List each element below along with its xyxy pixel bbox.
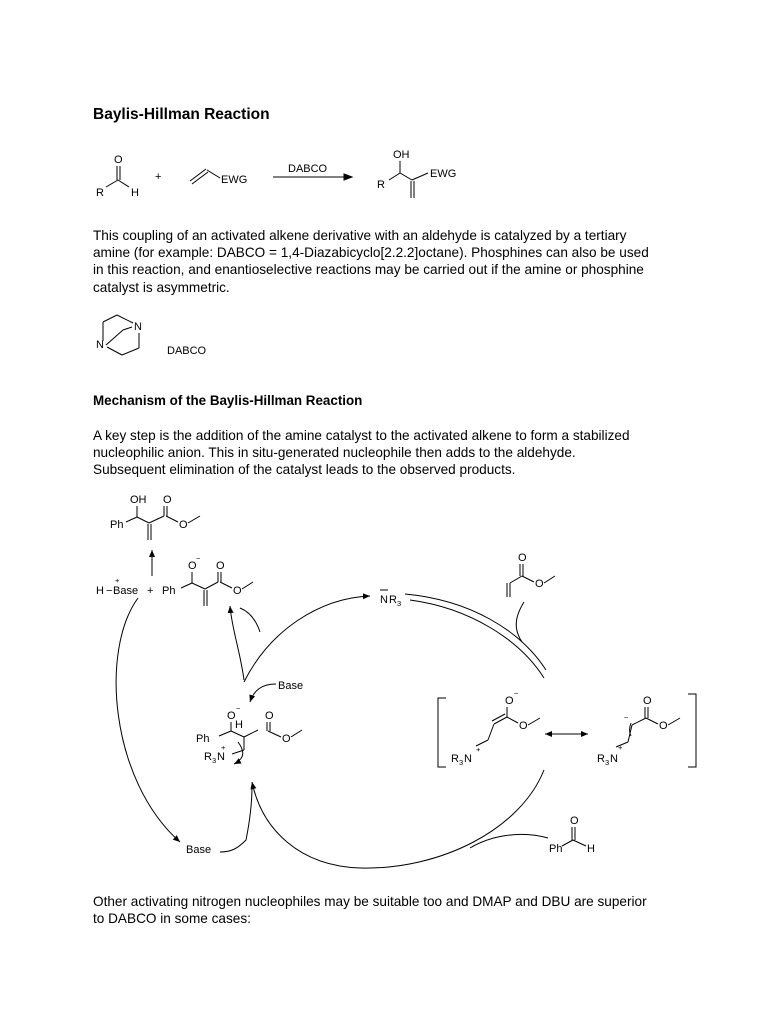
carbanion-ester-o: O: [659, 720, 668, 732]
plus-sign: +: [155, 171, 162, 183]
alkoxide-minus: −: [196, 554, 201, 563]
alkoxide-o-label: O: [188, 560, 197, 572]
zw-n-label: N: [217, 751, 225, 763]
intro-line: This coupling of an activated alkene derivative with an aldehyde is catalyzed by a tertiary: [93, 228, 627, 243]
zw-o-label: O: [227, 710, 236, 722]
zw-r-label: R: [204, 751, 212, 763]
final-ester-o-label: O: [179, 519, 188, 531]
base-attack-arrow: [250, 684, 276, 702]
dabco-n-right: N: [134, 321, 142, 333]
enolate-sub: 3: [459, 758, 464, 767]
intro-line: catalyst is asymmetric.: [93, 279, 230, 295]
base-label-bottom: Base: [186, 844, 212, 856]
final-o-label: O: [163, 494, 172, 506]
hbase-base: Base: [113, 585, 139, 597]
product-r-label: R: [377, 179, 385, 191]
alkoxide-carbonyl-o: O: [216, 560, 225, 572]
overall-reaction-scheme: [0, 0, 768, 230]
benzaldehyde-structure: [549, 815, 595, 855]
final-oh-label: OH: [130, 494, 147, 506]
mechanism-line: A key step is the addition of the amine catalyst to the activated alkene to form a stabilized: [93, 428, 630, 443]
nr3-sub: 3: [397, 599, 402, 608]
zw-h-label: H: [235, 719, 243, 731]
enolate-o-label: O: [505, 695, 514, 707]
aldehyde-o-label: O: [114, 154, 123, 166]
mechanism-line: nucleophilic anion. This in situ-generated nucleophile then adds to the aldehyde.: [93, 445, 576, 461]
catalytic-cycle-diagram: [0, 480, 768, 880]
acrylate-structure: [507, 552, 555, 597]
hbase-plus: +: [115, 576, 120, 585]
intro-line: amine (for example: DABCO = 1,4-Diazabicyclo[2.2.2]octane). Phosphines can also be used: [93, 245, 649, 261]
closing-paragraph: [93, 893, 693, 927]
alkene-structure: [190, 169, 247, 186]
zw-minus: −: [236, 704, 241, 713]
enolate-plus: +: [476, 745, 481, 754]
intro-line: in this reaction, and enantioselective reactions may be carried out if the amine or phosphine: [93, 262, 644, 278]
protonated-base-label: [96, 576, 153, 597]
alkoxide-ester-o: O: [233, 585, 242, 597]
product-ewg-label: EWG: [430, 168, 457, 180]
alkoxide-ph-label: Ph: [162, 585, 176, 597]
acrylate-ester-o: O: [535, 578, 544, 590]
closing-line: Other activating nitrogen nucleophiles may be suitable too and DMAP and DBU are superior: [93, 894, 647, 909]
carbanion-o-label: O: [643, 695, 652, 707]
product-oh-label: OH: [393, 149, 410, 161]
mechanism-heading: Mechanism of the Baylis-Hillman Reaction: [93, 393, 363, 408]
enolate-minus: −: [514, 689, 519, 698]
benzaldehyde-o-label: O: [570, 815, 579, 827]
closing-line: to DABCO in some cases:: [93, 911, 251, 927]
nr3-r: R: [389, 594, 397, 606]
aldehyde-h-label: H: [131, 187, 139, 199]
nr3-n: N: [380, 594, 388, 606]
zw-sub: 3: [212, 756, 217, 765]
page-title: Baylis-Hillman Reaction: [93, 106, 270, 123]
dabco-n-left: N: [96, 339, 104, 351]
benzaldehyde-h-label: H: [587, 843, 595, 855]
enolate-n-label: N: [464, 753, 472, 765]
zw-ph-label: Ph: [196, 733, 210, 745]
reaction-arrow: [273, 163, 352, 180]
zw-ester-o: O: [282, 733, 291, 745]
zwitterion-intermediate-structure: [196, 680, 303, 765]
zw-base-label: Base: [278, 680, 304, 692]
hbase-h: H: [96, 585, 104, 597]
intro-paragraph: [93, 227, 693, 296]
mechanism-line: Subsequent elimination of the catalyst leads to the observed products.: [93, 462, 516, 478]
final-product-structure: [110, 494, 200, 540]
zw-plus: +: [221, 743, 226, 752]
cycle-arrows: [116, 594, 548, 868]
aldehyde-structure: [96, 154, 139, 199]
enolate-ester-o: O: [519, 720, 528, 732]
carbanion-r-label: R: [597, 753, 605, 765]
carbanion-sub: 3: [605, 758, 610, 767]
carbanion-minus: −: [624, 713, 629, 722]
benzaldehyde-ph-label: Ph: [549, 843, 563, 855]
mechanism-paragraph: [93, 427, 693, 479]
dabco-structure: [0, 300, 300, 370]
final-ph-label: Ph: [110, 519, 124, 531]
carbanion-n-label: N: [610, 753, 618, 765]
hbase-dash: −: [106, 585, 113, 597]
product-structure: [377, 149, 456, 198]
enolate-resonance-structures: [438, 689, 696, 767]
reaction-arrow-dabco-label: DABCO: [288, 163, 328, 175]
plus-sign: +: [147, 585, 154, 597]
alkene-ewg-label: EWG: [221, 174, 248, 186]
amine-catalyst-label: [380, 590, 401, 608]
aldehyde-r-label: R: [96, 187, 104, 199]
acrylate-o-label: O: [518, 552, 527, 564]
zw-carbonyl-o: O: [265, 710, 274, 722]
carbanion-plus: +: [618, 743, 623, 752]
dabco-label: DABCO: [167, 345, 207, 357]
enolate-r-label: R: [451, 753, 459, 765]
alkoxide-intermediate-structure: [162, 554, 253, 606]
